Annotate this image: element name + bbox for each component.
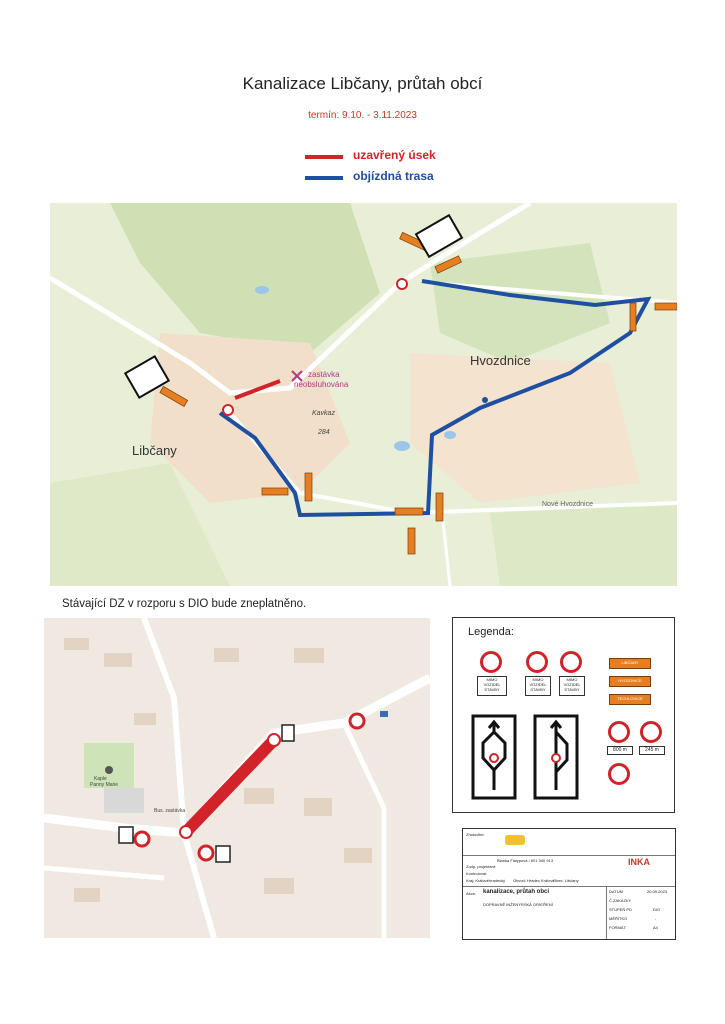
detour-route-swatch bbox=[305, 176, 343, 180]
direction-sign bbox=[305, 473, 312, 501]
stop-note-line1: zastávka bbox=[308, 370, 340, 379]
legend-scheme-signs bbox=[453, 708, 673, 818]
no-entry-sign bbox=[223, 405, 233, 415]
row-project: Zodp. projektant: bbox=[466, 864, 497, 869]
closure-end-marker bbox=[268, 734, 280, 746]
inka-logo: INKA bbox=[628, 857, 650, 867]
town-nove-hvozdnice: Nové Hvozdnice bbox=[542, 501, 593, 508]
no-entry-sign bbox=[480, 651, 502, 673]
detour-scheme-sign bbox=[282, 725, 294, 741]
invalidation-note: Stávající DZ v rozporu s DIO bude zneplatněno. bbox=[62, 598, 307, 610]
title-block bbox=[462, 828, 676, 940]
bus-stop-label: Bus. zastávka bbox=[154, 808, 186, 814]
closure-end-marker bbox=[180, 826, 192, 838]
stupen: DIO bbox=[653, 907, 661, 912]
page-title: Kanalizace Libčany, průtah obcí bbox=[242, 74, 483, 93]
main-map bbox=[50, 203, 677, 586]
row-kontrol: Kontroloval: bbox=[466, 871, 488, 876]
town-hvozdnice: Hvozdnice bbox=[470, 353, 531, 368]
detour-scheme-sign bbox=[119, 827, 133, 843]
company-logo-left bbox=[505, 835, 525, 845]
main-map-svg bbox=[50, 203, 677, 586]
row-contact: Blanka Fialypová / 601 340 913 bbox=[497, 858, 554, 863]
format: A4 bbox=[653, 925, 658, 930]
format-label: FORMÁT bbox=[609, 925, 626, 930]
legend-box bbox=[452, 617, 675, 813]
no-left-turn-sign bbox=[526, 651, 548, 673]
detour-scheme-sign bbox=[216, 846, 230, 862]
direction-sign bbox=[395, 508, 423, 515]
row-obec: Obec: Libčany bbox=[553, 878, 579, 883]
meritko: - bbox=[655, 916, 657, 921]
zakazka-label: Č.ZAKÁZKY bbox=[609, 898, 632, 903]
direction-arrow-sign: TECHLOVICE bbox=[609, 694, 651, 705]
direction-arrow-sign: HVOZDNICE bbox=[609, 676, 651, 687]
chapel-icon bbox=[105, 766, 113, 774]
no-entry-sign bbox=[199, 846, 213, 860]
direction-sign bbox=[655, 303, 677, 310]
meritko-label: MĚŘÍTKO bbox=[609, 916, 628, 921]
closed-section-label: uzavřený úsek bbox=[353, 148, 436, 162]
field-area bbox=[490, 503, 677, 586]
distance-plate-800: 800 m bbox=[607, 746, 633, 755]
detail-map bbox=[44, 618, 430, 938]
no-entry-sign bbox=[640, 721, 662, 743]
row-kraj: Kraj: Královéhradecký bbox=[466, 878, 506, 883]
distance-plate-245: 245 m bbox=[639, 746, 665, 755]
no-left-turn-sign bbox=[350, 714, 364, 728]
no-entry-sign bbox=[397, 279, 407, 289]
closed-section-swatch bbox=[305, 155, 343, 159]
chapel-label-1: Kaple bbox=[94, 776, 107, 782]
datum: 20.09.2023 bbox=[647, 889, 668, 894]
supplementary-plate: MIMO VOZIDEL STAVBY bbox=[559, 676, 585, 696]
no-right-turn-sign bbox=[560, 651, 582, 673]
no-entry-sign bbox=[135, 832, 149, 846]
direction-arrow-sign: LIBČANY bbox=[609, 658, 651, 669]
no-left-turn-sign bbox=[608, 763, 630, 785]
bus-stop-icon bbox=[380, 711, 388, 717]
direction-sign bbox=[408, 528, 415, 554]
no-entry-sign bbox=[608, 721, 630, 743]
direction-sign bbox=[630, 303, 636, 331]
term-dates: termín: 9.10. - 3.11.2023 bbox=[308, 110, 417, 121]
bus-stop-icon bbox=[482, 397, 488, 403]
detour-route-label: objízdná trasa bbox=[353, 169, 434, 183]
legend-title: Legenda: bbox=[468, 626, 514, 638]
supplementary-plate: MIMO VOZIDEL STAVBY bbox=[525, 676, 551, 696]
stop-note-line2: neobsluhována bbox=[294, 380, 349, 389]
parking-area bbox=[104, 788, 144, 813]
direction-sign bbox=[262, 488, 288, 495]
akce-name: kanalizace, průtah obcí bbox=[483, 889, 550, 895]
row-obvod: Obvod: Hradec Králové bbox=[513, 878, 555, 883]
subject: DOPRAVNĚ INŽENÝRSKÁ OPATŘENÍ bbox=[483, 902, 553, 907]
datum-label: DATUM bbox=[609, 889, 623, 894]
chapel-label-2: Panny Marie bbox=[90, 782, 119, 788]
akce-label: Akce: bbox=[466, 891, 477, 896]
direction-sign bbox=[436, 493, 443, 521]
label-investor: Zhotovitel: bbox=[466, 832, 485, 837]
town-libcany: Libčany bbox=[132, 443, 177, 458]
stupen-label: STUPEŇ PD bbox=[609, 907, 632, 912]
supplementary-plate: MIMO VOZIDEL STAVBY bbox=[477, 676, 507, 696]
place-kavkaz: Kavkaz bbox=[312, 410, 335, 417]
elevation: 284 bbox=[318, 429, 330, 436]
